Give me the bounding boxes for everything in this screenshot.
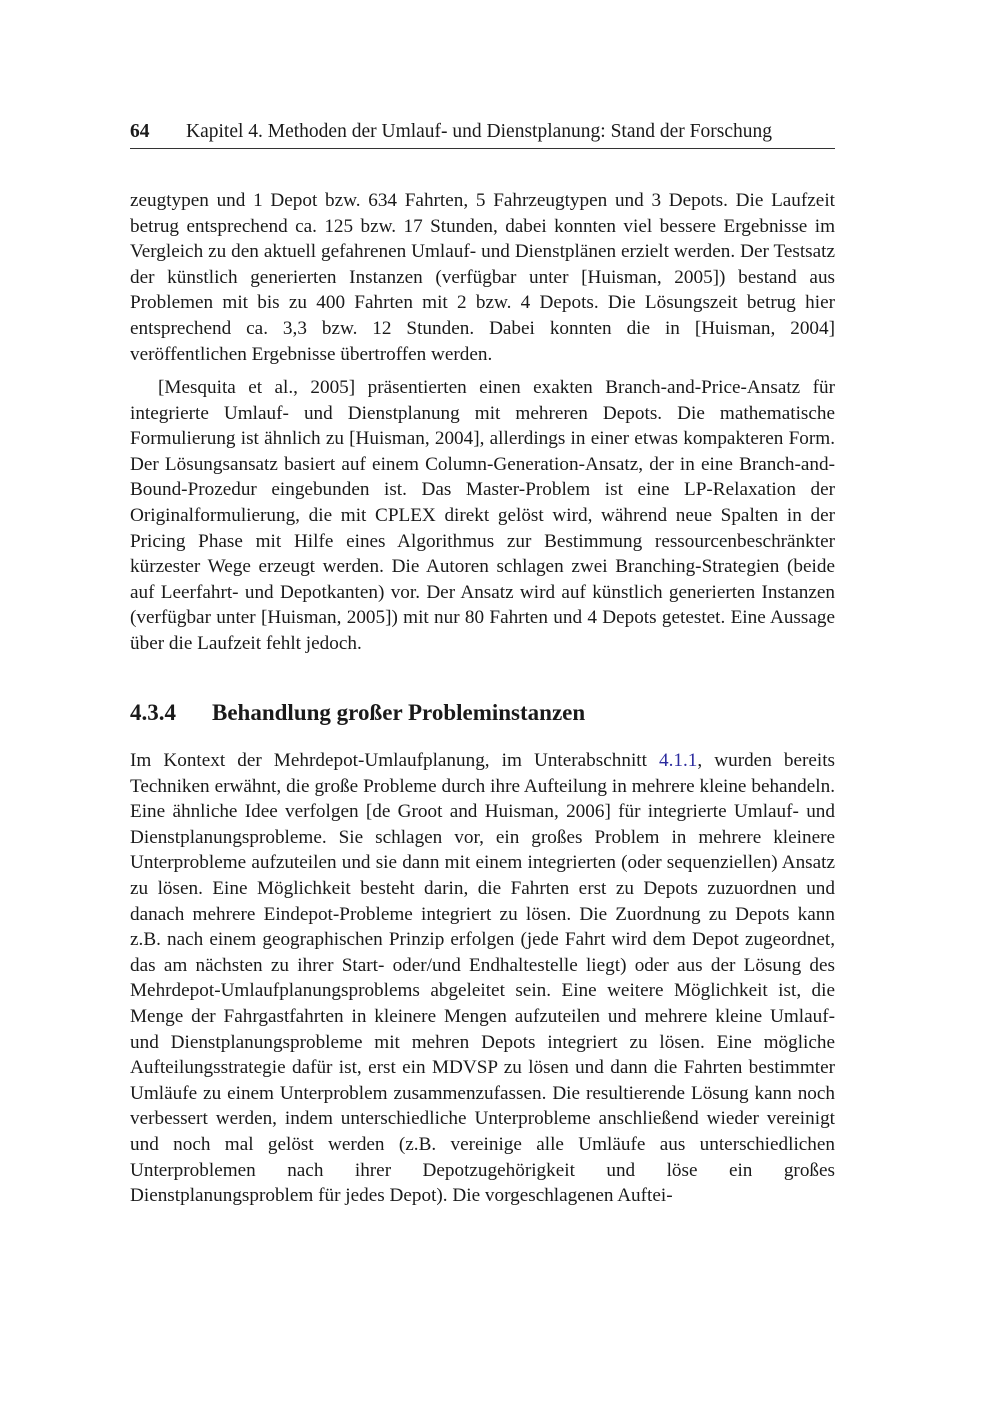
paragraph-text: zeugtypen und 1 Depot bzw. 634 Fahrten, 5 Fahrzeugtypen und 3 Depots. Die Laufzeit betrug entsprechend ca. 125 bzw. 17 Stunden, dabei konnten viel bessere Ergebnisse im Vergleich zu den aktuell gefahrenen Umlauf- und Dienstplänen erzielt werden. Der Testsatz der künstlich generierten Instanzen (verfügbar unter [Huisman, 2005]) bestand aus Problemen mit bis zu 400 Fahrten mit 2 bzw. 4 Depots. Die Lösungszeit betrug hier entsprechend ca. 3,3 bzw. 12 Stunden. Dabei konnten die in [Huisman, 2004] veröffentlichen Ergebnisse übertroffen werden. [130, 190, 835, 365]
cross-reference-link[interactable]: 4.1.1 [659, 750, 698, 771]
page-number: 64 [130, 121, 150, 142]
paragraph-large-instances [130, 748, 835, 1209]
paragraph-text-start: Im Kontext der Mehrdepot-Umlaufplanung, im Unterabschnitt [130, 750, 647, 771]
paragraph-text-rest: , wurden bereits Techniken erwähnt, die große Probleme durch ihre Aufteilung in mehrere kleine behandeln. Eine ähnliche Idee verfolgen [de Groot and Huisman, 2006] für integrierte Umlauf- und Dienstplanungsprobleme. Sie schlagen vor, ein großes Problem in mehrere kleinere Unterprobleme aufzuteilen und sie dann mit einem integrierten (oder sequenziellen) Ansatz zu lösen. Eine Möglichkeit besteht darin, die Fahrten erst zu Depots zuzuordnen und danach mehrere Eindepot-Probleme integriert zu lösen. Die Zuordnung zu Depots kann z.B. nach einem geographischen Prinzip erfolgen (jede Fahrt wird dem Depot zugeordnet, das am nächsten zu ihrer Start- oder/und Endhaltestelle liegt) oder aus der Lösung des Mehrdepot-Umlaufplanungsproblems abgeleitet sein. Eine weitere Möglichkeit ist, die Menge der Fahrgastfahrten in kleinere Mengen aufzuteilen und mehrere kleine Umlauf- und Dienstplanungsprobleme mit mehren Depots integriert zu lösen. Eine mögliche Aufteilungsstrategie dafür ist, erst ein MDVSP zu lösen und dann die Fahrten bestimmter Umläufe zu einem Unterproblem zusammenzufassen. Die resultierende Lösung kann noch verbessert werden, indem unterschiedliche Unterprobleme anschließend wieder vereinigt und noch mal gelöst werden (z.B. vereinige alle Umläufe aus unterschiedlichen Unterproblemen nach ihrer Depotzugehörigkeit und löse ein großes Dienstplanungsproblem für jedes Depot). Die vorgeschlagenen Auftei- [130, 750, 835, 1207]
section-number: 4.3.4 [130, 700, 176, 725]
section-title: Behandlung großer Probleminstanzen [212, 700, 586, 725]
paragraph-text [130, 748, 835, 1209]
paragraph-text: [Mesquita et al., 2005] präsentierten einen exakten Branch-and-Price-Ansatz für integrierte Umlauf- und Dienstplanung mit mehreren Depots. Die mathematische Formulierung ist ähnlich zu [Huisman, 2004], allerdings in einer etwas kompakteren Form. Der Lösungsansatz basiert auf einem Column-Generation-Ansatz, der in eine Branch-and-Bound-Prozedur eingebunden ist. Das Master-Problem ist eine LP-Relaxation der Originalformulierung, die mit CPLEX direkt gelöst wird, während neue Spalten in der Pricing Phase mit Hilfe eines Algorithmus zur Bestimmung ressourcenbeschränkter kürzester Wege erzeugt werden. Die Autoren schlagen zwei Branching-Strategien (beide auf Leerfahrt- und Depotkanten) vor. Der Ansatz wird auf künstlich generierten Instanzen (verfügbar unter [Huisman, 2005]) mit nur 80 Fahrten und 4 Depots getestet. Eine Aussage über die Laufzeit fehlt jedoch. [130, 377, 835, 654]
section-heading [130, 698, 835, 728]
paragraph-continuation [130, 188, 835, 367]
paragraph-mesquita [130, 375, 835, 657]
page-header [130, 118, 835, 149]
running-title: Kapitel 4. Methoden der Umlauf- und Dienstplanung: Stand der Forschung [186, 121, 772, 142]
